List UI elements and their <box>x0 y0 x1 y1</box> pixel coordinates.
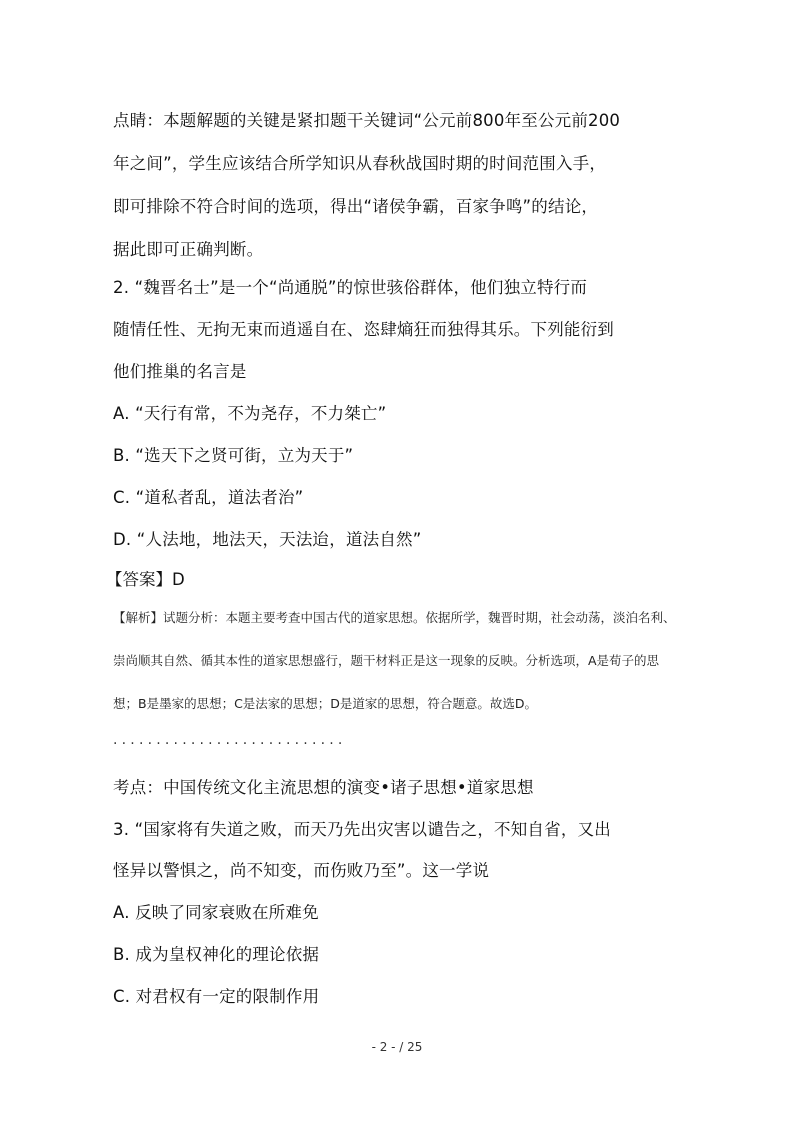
topic-line: 考点：中国传统文化主流思想的演变•诸子思想•道家思想 <box>113 778 534 797</box>
option-b: B. “选天下之贤可街，立为天于” <box>113 446 354 465</box>
dotted-separator: ........................... <box>113 732 347 748</box>
option-c: C. 对君权有一定的限制作用 <box>113 987 320 1006</box>
option-a: A. 反映了同家衰败在所难免 <box>113 903 319 922</box>
option-d: D. “人法地，地法天，天法迨，道法自然” <box>113 530 422 549</box>
question-3-stem: 怪异以警惧之，尚不知变，而伤败乃至”。这一学说 <box>113 861 490 880</box>
analysis-text: 崇尚顺其自然、循其本性的道家思想盛行，题干材料正是这一现象的反映。分析选项，A是荀子的思 <box>113 653 660 668</box>
page-number: - 2 - / 25 <box>371 1040 423 1054</box>
analysis-text: 【解析】试题分析：本题主要考查中国古代的道家思想。依据所学，魏晋时期，社会动荡，淡泊名利、 <box>113 610 676 625</box>
question-2-stem: 2. “魏晋名士”是一个“尚通脱”的惊世骇俗群体，他们独立特行而 <box>113 278 588 297</box>
text-line: 年之间”，学生应该结合所学知识从春秋战国时期的时间范围入手， <box>113 154 607 173</box>
answer-label: 【答案】D <box>106 570 185 589</box>
option-c: C. “道私者乱，道法者治” <box>113 488 304 507</box>
option-a: A. “天行有常，不为尧存，不力桀亡” <box>113 404 387 423</box>
text-line: 点睛：本题解题的关键是紧扣题干关键词“公元前800年至公元前200 <box>113 111 621 130</box>
analysis-text: 想；B是墨家的思想；C是法家的思想；D是道家的思想，符合题意。故选D。 <box>113 696 538 711</box>
option-b: B. 成为皇权神化的理论依据 <box>113 945 320 964</box>
question-2-stem: 他们推巢的名言是 <box>113 362 247 381</box>
question-2-stem: 随情任性、无拘无束而逍遥自在、恣肆熵狂而独得其乐。下列能衍到 <box>113 320 614 339</box>
text-line: 据此即可正确判断。 <box>113 240 264 259</box>
question-3-stem: 3. “国家将有失道之败，而天乃先出灾害以谴告之，不知自省，又出 <box>113 820 611 839</box>
text-line: 即可排除不符合时间的选项，得出“诸侯争霸，百家争鸣”的结论， <box>113 197 599 216</box>
